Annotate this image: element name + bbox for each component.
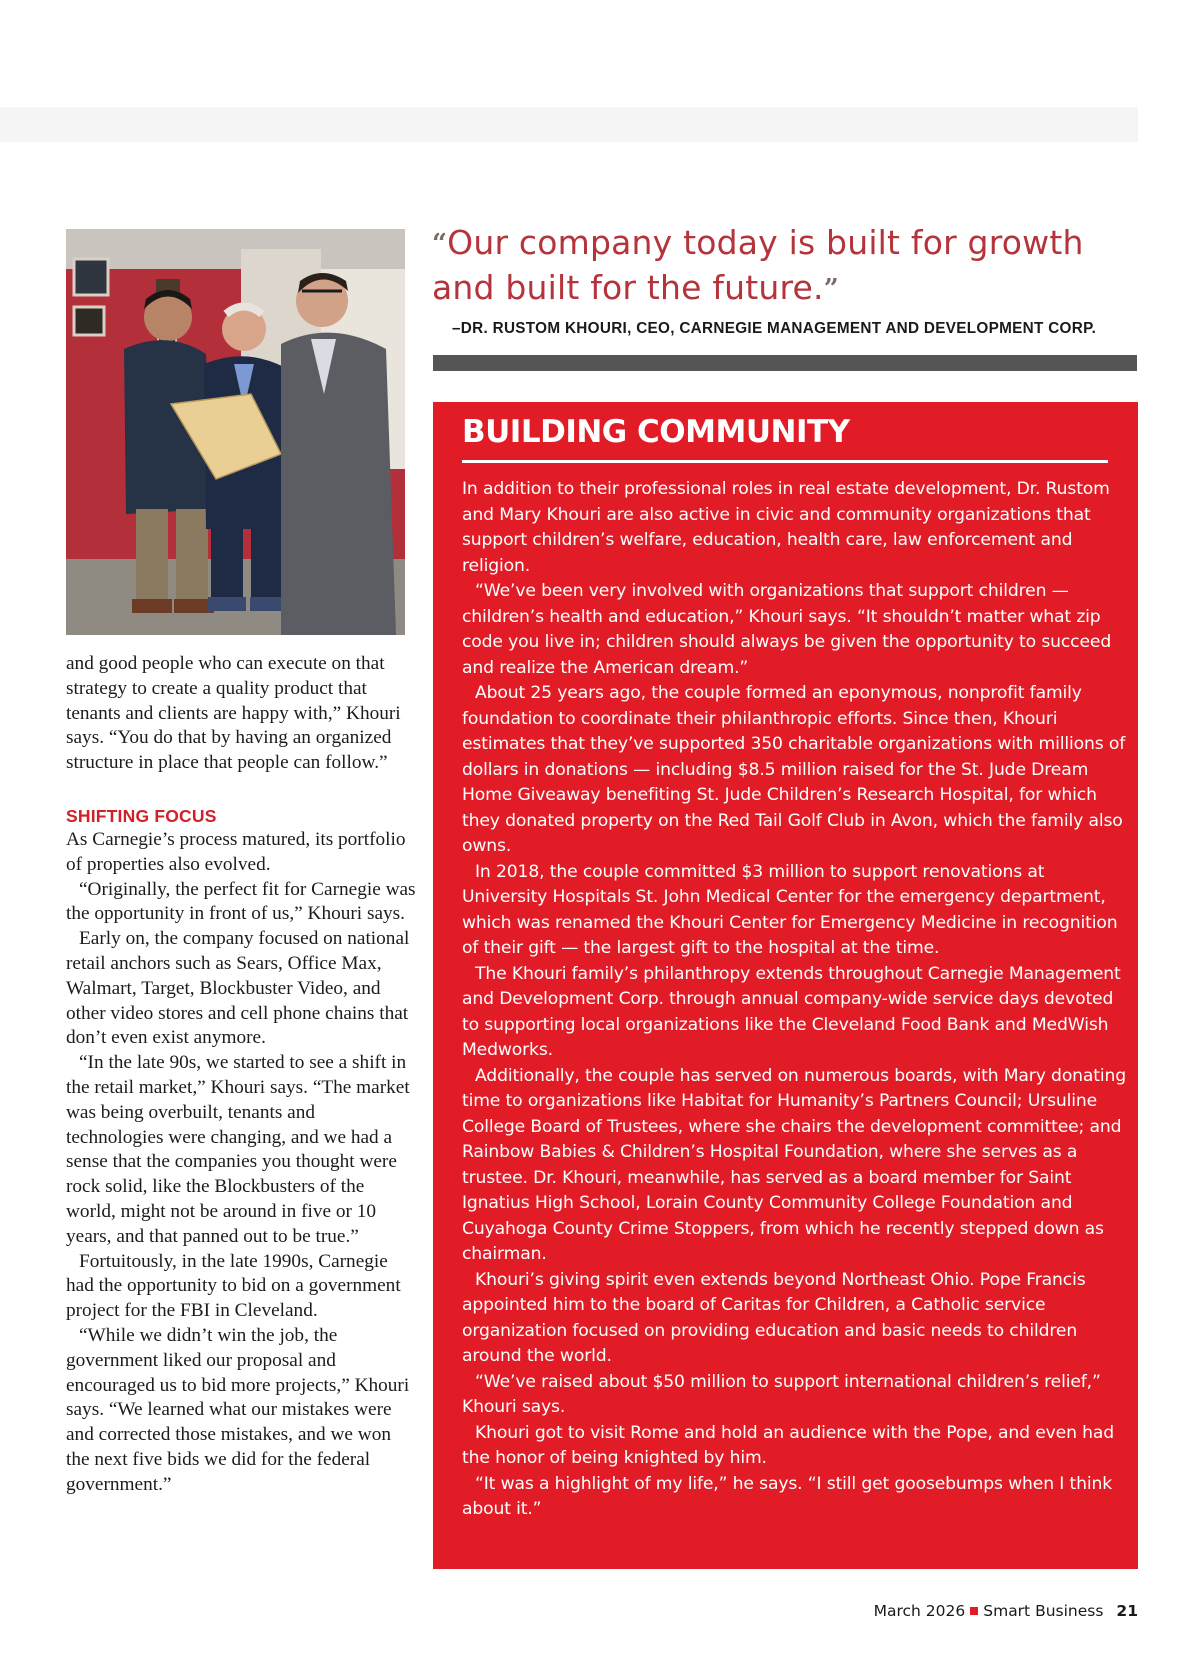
sidebar-building-community xyxy=(433,402,1138,1569)
sidebar-body xyxy=(462,477,1127,1523)
left-column xyxy=(66,652,416,1498)
photo-three-men-icon xyxy=(66,229,405,635)
pull-quote xyxy=(432,220,1132,310)
sidebar-paragraph-4: The Khouri family’s philanthropy extends throughout Carnegie Management and Development Corp. through annual company-wide service days devoted to supporting local organizations like the Cleveland Food Bank and MedWish Medworks. xyxy=(462,963,1121,1060)
footer-date: March 2026 xyxy=(873,1602,966,1620)
sidebar-paragraph-8: Khouri got to visit Rome and hold an audience with the Pope, and even had the honor of being knighted by him. xyxy=(462,1422,1115,1468)
sidebar-rule xyxy=(462,460,1108,463)
sidebar-paragraph-1: “We’ve been very involved with organizations that support children — children’s health and education,” Khouri says. “It shouldn’t matter what zip code you live in; children should always be given the opportunity to succeed and realize the American dream.” xyxy=(462,581,1112,678)
section-heading: SHIFTING FOCUS xyxy=(66,805,217,826)
sidebar-paragraph-2: About 25 years ago, the couple formed an eponymous, nonprofit family foundation to coordinate their philanthropic efforts. Since then, Khouri estimates that they’ve supported 350 charitable organizations with millions of dollars in donations — including $8.5 million raised for the St. Jude Dream Home Giveaway benefiting St. Jude Children’s Research Hospital, for which they donated property on the Red Tail Golf Club in Avon, which the family also owns. xyxy=(462,683,1126,856)
sidebar-paragraph-7: “We’ve raised about $50 million to support international children’s relief,” Khouri says. xyxy=(462,1371,1101,1417)
square-icon xyxy=(970,1607,978,1615)
divider-bar xyxy=(433,355,1137,371)
quote-attribution: –DR. RUSTOM KHOURI, CEO, CARNEGIE MANAGEMENT AND DEVELOPMENT CORP. xyxy=(452,320,1097,337)
left-paragraph-4: “In the late 90s, we started to see a shift in the retail market,” Khouri says. “The market was being overbuilt, tenants and technologies were changing, and we had a sense that the companies you thought were rock solid, like the Blockbusters of the world, might not be around in five or 10 years, and that panned out to be true.” xyxy=(66,1052,410,1247)
sidebar-paragraph-3: In 2018, the couple committed $3 million to support renovations at University Hospitals St. John Medical Center for the emergency department, which was renamed the Khouri Center for Emergency Medicine in recognition of their gift — the largest gift to the hospital at the time. xyxy=(462,861,1118,958)
sidebar-paragraph-0: In addition to their professional roles in real estate development, Dr. Rustom and Mary Khouri are also active in civic and community organizations that support children’s welfare, education, health care, law enforcement and religion. xyxy=(462,479,1110,576)
sidebar-title: BUILDING COMMUNITY xyxy=(462,414,850,450)
page-number: 21 xyxy=(1116,1602,1138,1620)
sidebar-paragraph-6: Khouri’s giving spirit even extends beyond Northeast Ohio. Pope Francis appointed him to the board of Caritas for Children, a Catholic service organization focused on providing education and basic needs to children around the world. xyxy=(462,1269,1086,1366)
quote-close-mark: ” xyxy=(823,274,839,304)
footer-publication: Smart Business xyxy=(983,1602,1104,1620)
sidebar-paragraph-9: “It was a highlight of my life,” he says. “I still get goosebumps when I think about it.” xyxy=(462,1473,1113,1519)
top-band xyxy=(0,107,1138,142)
left-paragraph-2: “Originally, the perfect fit for Carnegie was the opportunity in front of us,” Khouri says. xyxy=(66,878,416,925)
left-paragraph-6: “While we didn’t win the job, the government liked our proposal and encouraged us to bid more projects,” Khouri says. “We learned what our mistakes were and corrected those mistakes, and we won the next five bids we did for the federal government.” xyxy=(66,1324,410,1495)
quote-open-mark: “ xyxy=(432,229,448,259)
sidebar-paragraph-5: Additionally, the couple has served on numerous boards, with Mary donating time to organizations like Habitat for Humanity’s Partners Council; Ursuline College Board of Trustees, where she chairs the development committee; and Rainbow Babies & Children’s Hospital Foundation, where she serves as a trustee. Dr. Khouri, meanwhile, has served as a board member for Saint Ignatius High School, Lorain County Community College Foundation and Cuyahoga County Crime Stoppers, from which he recently stepped down as chairman. xyxy=(462,1065,1127,1264)
left-paragraph-5: Fortuitously, in the late 1990s, Carnegie had the opportunity to bid on a government project for the FBI in Cleveland. xyxy=(66,1250,401,1322)
left-paragraph-0: and good people who can execute on that strategy to create a quality product that tenants and clients are happy with,” Khouri says. “You do that by having an organized structure in place that people can follow.” xyxy=(66,653,401,774)
left-paragraph-3: Early on, the company focused on national retail anchors such as Sears, Office Max, Walmart, Target, Blockbuster Video, and other video stores and cell phone chains that don’t even exist anymore. xyxy=(66,928,410,1049)
quote-text: Our company today is built for growth and built for the future. xyxy=(432,223,1084,307)
left-paragraph-1: As Carnegie’s process matured, its portfolio of properties also evolved. xyxy=(66,828,406,875)
article-photo xyxy=(66,229,405,635)
page-footer xyxy=(874,1602,1138,1620)
